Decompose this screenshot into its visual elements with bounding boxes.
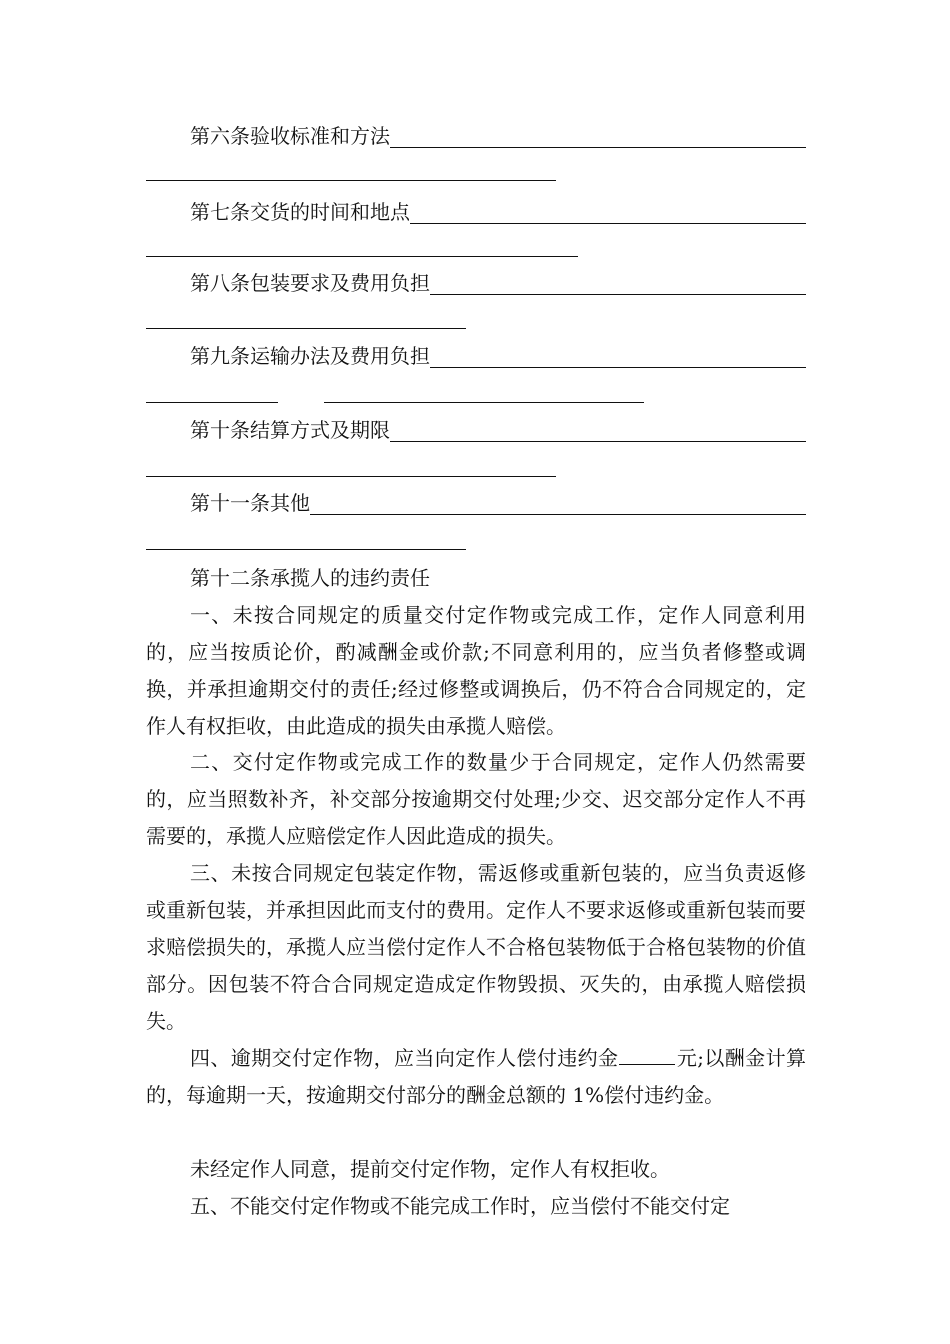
clause-11 <box>146 485 806 521</box>
clause-8 <box>146 265 806 301</box>
clause-9 <box>146 338 806 374</box>
clause-8-blank-continued[interactable] <box>146 328 466 329</box>
section-12-paragraph-2: 二、交付定作物或完成工作的数量少于合同规定，定作人仍然需要的，应当照数补齐，补交部分按逾期交付处理;少交、迟交部分定作人不再需要的，承揽人应赔偿定作人因此造成的损失。 <box>146 750 806 848</box>
section-12-paragraph-6: 五、不能交付定作物或不能完成工作时，应当偿付不能交付定 <box>190 1194 730 1218</box>
clause-11-blank-continued[interactable] <box>146 549 466 550</box>
clause-8-blank[interactable] <box>430 268 806 295</box>
section-12-paragraph-5: 未经定作人同意，提前交付定作物，定作人有权拒收。 <box>190 1157 670 1181</box>
clause-9-blank-continued-a[interactable] <box>146 402 278 403</box>
paragraph-4-text-after: 元;以酬金计算的，每逾期一天，按逾期交付部分的酬金总额的 1%偿付违约金。 <box>146 1046 806 1107</box>
clause-6-blank[interactable] <box>390 121 806 148</box>
clause-7-blank-continued[interactable] <box>146 256 578 257</box>
clause-7-label: 第七条交货的时间和地点 <box>190 200 410 224</box>
penalty-amount-blank[interactable] <box>619 1046 675 1065</box>
clause-9-blank[interactable] <box>430 341 806 368</box>
clause-10-blank[interactable] <box>390 415 806 442</box>
clause-9-label: 第九条运输办法及费用负担 <box>190 344 430 368</box>
clause-6-label: 第六条验收标准和方法 <box>190 124 390 148</box>
section-12-paragraph-3 <box>146 855 806 1040</box>
clause-10-blank-continued[interactable] <box>146 476 556 477</box>
clause-7-blank[interactable] <box>410 197 806 224</box>
section-12-paragraph-3-text: 三、未按合同规定包装定作物，需返修或重新包装的，应当负责返修或重新包装，并承担因此而支付的费用。定作人不要求返修或重新包装而要求赔偿损失的，承揽人应当偿付定作人不合格包装物低于合格包装物的价值部分。因包装不符合合同规定造成定作物毁损、灭失的，由承揽人赔偿损失。 <box>146 861 806 1033</box>
clause-9-blank-continued-b[interactable] <box>324 402 644 403</box>
clause-11-blank[interactable] <box>310 488 806 515</box>
clause-6 <box>146 118 806 154</box>
clause-10-label: 第十条结算方式及期限 <box>190 418 390 442</box>
section-12-paragraph-4 <box>146 1040 806 1114</box>
clause-8-label: 第八条包装要求及费用负担 <box>190 271 430 295</box>
paragraph-4-text-before: 四、逾期交付定作物，应当向定作人偿付违约金 <box>190 1046 619 1070</box>
clause-10 <box>146 412 806 448</box>
section-12-paragraph-1: 一、未按合同规定的质量交付定作物或完成工作，定作人同意利用的，应当按质论价，酌减酬金或价款;不同意利用的，应当负者修整或调换，并承担逾期交付的责任;经过修整或调换后，仍不符合合同规定的，定作人有权拒收，由此造成的损失由承揽人赔偿。 <box>146 603 806 738</box>
clause-6-blank-continued[interactable] <box>146 180 556 181</box>
section-12-heading: 第十二条承揽人的违约责任 <box>190 566 430 590</box>
clause-7 <box>146 194 806 230</box>
clause-11-label: 第十一条其他 <box>190 491 310 515</box>
